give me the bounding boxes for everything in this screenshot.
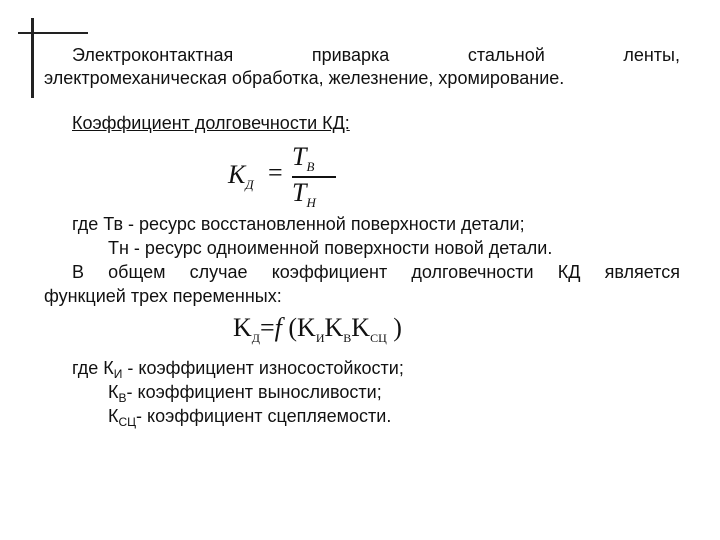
intro-word: приварка bbox=[311, 45, 390, 65]
general-line-1 bbox=[44, 261, 680, 283]
intro-line-1 bbox=[44, 44, 680, 66]
general-word: является bbox=[604, 262, 680, 282]
general-word: общем bbox=[108, 262, 166, 282]
definition-ksc: $К_{СЦ}-$ коэффициент сцепляемости. bbox=[108, 406, 392, 429]
intro-word: Электроконтактная bbox=[72, 45, 234, 65]
general-word: коэффициент bbox=[271, 262, 388, 282]
general-word: случае bbox=[189, 262, 248, 282]
formula-equals: = bbox=[268, 158, 283, 187]
definition-kv: $К_В-$ коэффициент выносливости; bbox=[108, 382, 382, 405]
definition-tv: где Тв - ресурс восстановленной поверхности детали; bbox=[72, 214, 525, 234]
general-word: долговечности bbox=[411, 262, 534, 282]
durability-coefficient-heading: Коэффициент долговечности КД: bbox=[72, 113, 350, 133]
formula-lhs: $K_Д$ bbox=[228, 160, 254, 193]
function-formula: $K_Д=f$ ($K_ИK_ВK_{СЦ}$ ) bbox=[233, 313, 402, 346]
intro-line-2: электромеханическая обработка, железнение, хромирование. bbox=[44, 68, 565, 88]
definition-ki: где $К_И$ - коэффициент износостойкости; bbox=[72, 358, 404, 381]
formula-fraction bbox=[292, 142, 352, 212]
formula-numerator: $T_В$ bbox=[292, 142, 315, 175]
formula-denominator: $T_Н$ bbox=[292, 178, 316, 211]
definition-tn: Тн - ресурс одноименной поверхности новой детали. bbox=[108, 238, 553, 258]
general-line-2: функцией трех переменных: bbox=[44, 286, 282, 306]
general-word: В bbox=[72, 262, 85, 282]
slide-accent-horizontal-rule bbox=[18, 32, 88, 34]
general-word: КД bbox=[557, 262, 581, 282]
intro-word: стальной bbox=[467, 45, 545, 65]
durability-formula bbox=[228, 142, 358, 212]
intro-word: ленты, bbox=[623, 45, 680, 65]
slide-accent-vertical-rule bbox=[31, 18, 34, 98]
